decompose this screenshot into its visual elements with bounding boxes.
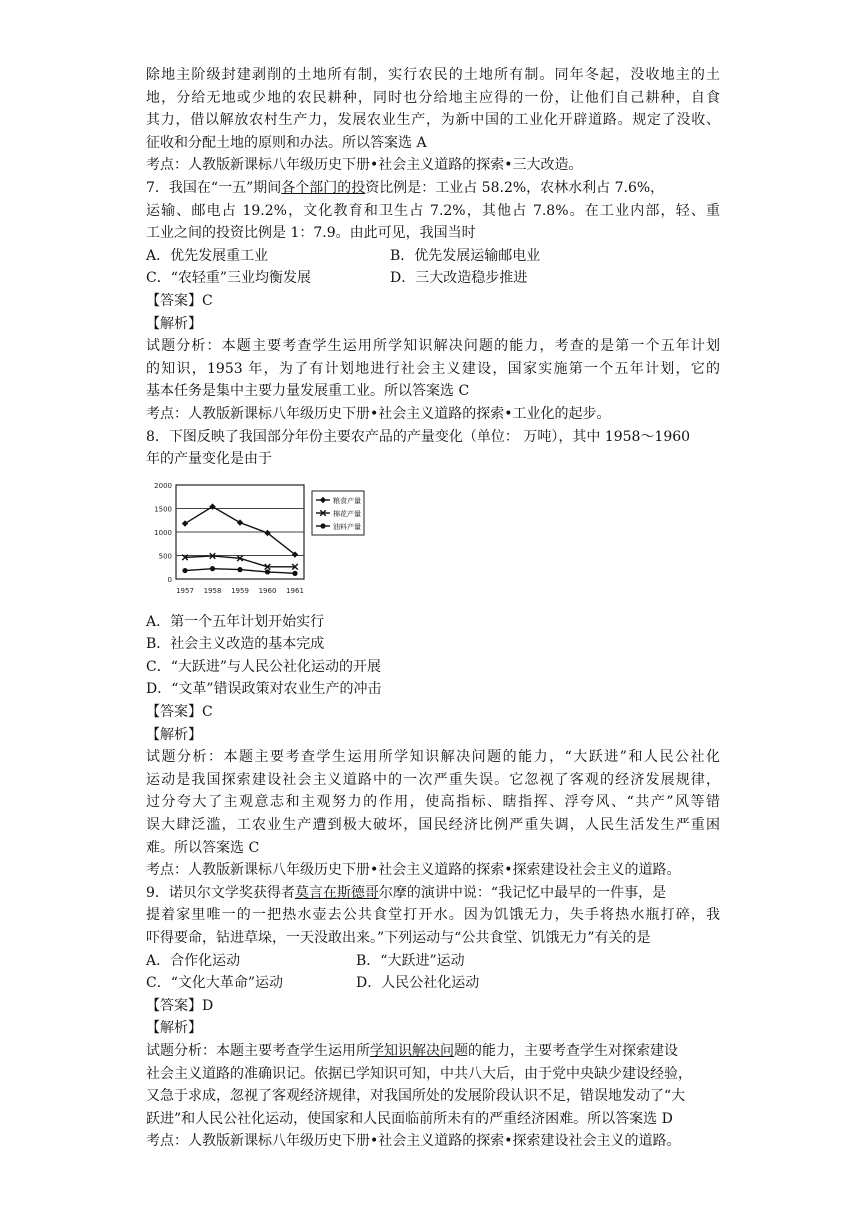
q6-analysis-line: 除地主阶级封建剥削的土地所有制，实行农民的土地所有制。同年冬起，没收地主的土 [146, 67, 720, 83]
q9-stem-line: 吓得要命，钻进草垛，一天没敢出来。”下列运动与“公共食堂、饥饿无力”有关的是 [146, 930, 651, 946]
q9-underlined-text: 学知识解决问 [370, 1042, 454, 1059]
q8-knowledge-point: 考点：人教版新课标八年级历史下册•社会主义道路的探索•探索建设社会主义的道路。 [146, 862, 681, 879]
legend-label: 棉花产量 [333, 509, 361, 518]
q9-stem-text: 9．诺贝尔文学奖获得者 [146, 884, 295, 901]
q9-analysis-line: 社会主义道路的准确识记。依据已学知识可知，中共八大后，由于党中央缺少建设经验， [146, 1065, 692, 1082]
q9-answer: 【答案】D [146, 997, 214, 1014]
q9-option-a: A．合作化运动 [146, 952, 241, 969]
q7-underlined-text: 各个部门的投 [281, 179, 366, 196]
q9-knowledge-point: 考点：人教版新课标八年级历史下册•社会主义道路的探索•探索建设社会主义的道路。 [146, 1133, 681, 1150]
q9-stem-text: 尔摩的演讲中说：“我记忆中最早的一件事，是 [378, 884, 667, 901]
q8-analysis-line: 难。所以答案选 C [146, 839, 260, 856]
q7-stem-line [146, 177, 720, 200]
series-line-1 [185, 506, 295, 554]
q7-analysis-line: 的知识，1953 年，为了有计划地进行社会主义建设，国家实施第一个五年计划，它的 [146, 360, 720, 377]
data-point [182, 568, 187, 573]
data-point [265, 569, 270, 574]
q9-underlined-text: 莫言在斯德哥 [294, 884, 379, 901]
q7-option-b: B．优先发展运输邮电业 [390, 247, 541, 264]
data-point [182, 520, 188, 526]
q9-option-c: C．“文化大革命”运动 [146, 975, 284, 992]
y-tick-label: 1500 [154, 505, 172, 514]
q8-analysis-line: 过分夸大了主观意志和主观努力的作用，使高指标、瞎指挥、浮夸风、“共产”风等错 [146, 794, 720, 811]
q7-stem-text: 7．我国在“一五”期间 [146, 179, 282, 196]
q8-option-d: D．“文革”错误政策对农业生产的冲击 [146, 681, 382, 698]
q6-analysis-line: 地，分给无地或少地的农民耕种，同时也分给地主应得的一份，让他们自己耕种，自食 [146, 89, 720, 106]
q8-analysis-line: 运动是我国探索建设社会主义道路中的一次严重失误。它忽视了客观的经济发展规律， [146, 771, 720, 788]
q8-answer: 【答案】C [146, 704, 213, 721]
x-tick-label: 1960 [258, 586, 277, 595]
q6-analysis-line: 其力，借以解放农村生产力，发展农业生产，为新中国的工业化开辟道路。规定了没收、 [146, 112, 720, 129]
q9-options-row [146, 972, 720, 995]
q7-answer: 【答案】C [146, 292, 213, 309]
x-tick-label: 1961 [286, 586, 304, 595]
production-chart-svg [146, 477, 406, 605]
q8-option-b: B．社会主义改造的基本完成 [146, 636, 325, 653]
q9-options-row [146, 950, 720, 973]
q9-analysis-line: 又急于求成，忽视了客观经济规律，对我国所处的发展阶段认识不足，错误地发动了“大 [146, 1088, 686, 1105]
q7-analysis-line: 试题分析：本题主要考查学生运用所学知识解决问题的能力，考查的是第一个五年计划 [146, 338, 720, 355]
q9-analysis-text: 题的能力，主要考查学生对探索建设 [454, 1042, 678, 1059]
x-tick-label: 1958 [203, 586, 222, 595]
data-point [210, 566, 215, 571]
q9-analysis-line: 跃进”和人民公社化运动，使国家和人民面临前所未有的严重经济困难。所以答案选 D [146, 1110, 673, 1127]
q9-option-b: B．“大跃进”运动 [356, 952, 465, 969]
q6-knowledge-point: 考点：人教版新课标八年级历史下册•社会主义道路的探索•三大改造。 [146, 157, 583, 174]
production-chart [146, 477, 720, 605]
q7-stem-text: 资比例是：工业占 58.2%，农林水利占 7.6%， [365, 179, 665, 196]
y-tick-label: 2000 [154, 481, 172, 490]
legend-label: 油料产量 [333, 522, 361, 531]
q9-option-d: D．人民公社化运动 [356, 975, 480, 992]
q9-analysis-label: 【解析】 [146, 1020, 202, 1037]
q8-analysis-line: 误大肆泛滥，工农业生产遭到极大破坏，国民经济比例严重失调，人民生活发生严重困 [146, 817, 720, 834]
x-tick-label: 1957 [176, 586, 194, 595]
q7-analysis-label: 【解析】 [146, 315, 202, 332]
q7-options-row [146, 245, 720, 268]
legend-marker [320, 523, 325, 528]
data-point [237, 567, 242, 572]
q8-stem-line: 年的产量变化是由于 [146, 451, 272, 468]
data-point [292, 570, 297, 575]
legend-label: 粮食产量 [333, 496, 361, 505]
x-tick-label: 1959 [231, 586, 249, 595]
q7-stem-line: 工业之间的投资比例是 1：7.9。由此可见，我国当时 [146, 225, 476, 242]
q8-option-a: A．第一个五年计划开始实行 [146, 613, 325, 630]
q7-option-d: D．三大改造稳步推进 [390, 270, 528, 287]
q7-stem-line: 运输、邮电占 19.2%，文化教育和卫生占 7.2%，其他占 7.8%。在工业内部，轻、重 [146, 202, 720, 219]
q9-analysis-text: 试题分析：本题主要考查学生运用所 [146, 1042, 370, 1059]
q7-options-row [146, 267, 720, 290]
q7-knowledge-point: 考点：人教版新课标八年级历史下册•社会主义道路的探索•工业化的起步。 [146, 405, 611, 422]
q7-option-a: A．优先发展重工业 [146, 247, 269, 264]
q8-analysis-label: 【解析】 [146, 726, 202, 743]
q7-analysis-line: 基本任务是集中主要力量发展重工业。所以答案选 C [146, 383, 470, 400]
q8-analysis-line: 试题分析：本题主要考查学生运用所学知识解决问题的能力，“大跃进”和人民公社化 [146, 749, 720, 766]
y-tick-label: 0 [167, 575, 172, 584]
q7-option-c: C．“农轻重”三业均衡发展 [146, 270, 312, 287]
data-point [237, 519, 243, 525]
document-page [146, 64, 720, 1153]
q8-stem-line: 8．下图反映了我国部分年份主要农产品的产量变化（单位： 万吨），其中 1958～1960 [146, 428, 691, 445]
y-tick-label: 500 [158, 552, 172, 561]
y-tick-label: 1000 [154, 528, 172, 537]
q6-analysis-line: 征收和分配土地的原则和办法。所以答案选 A [146, 134, 427, 151]
q9-stem-line: 提着家里唯一的一把热水壶去公共食堂打开水。因为饥饿无力，失手将热水瓶打碎，我 [146, 907, 720, 924]
q8-option-c: C．“大跃进”与人民公社化运动的开展 [146, 658, 382, 675]
q9-analysis-line [146, 1040, 720, 1063]
q9-stem-line [146, 882, 720, 905]
